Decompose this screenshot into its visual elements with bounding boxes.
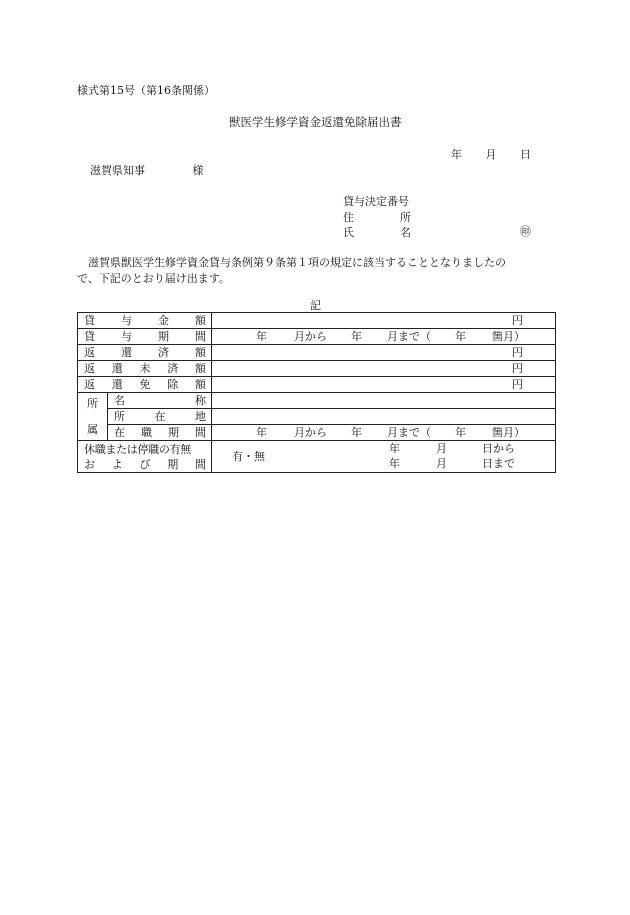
label-char: 額 <box>195 378 206 391</box>
exempt-amount-value[interactable] <box>212 377 556 393</box>
label-char: 免 <box>139 378 151 391</box>
label-char: 称 <box>195 394 206 407</box>
period-months: 箇月） <box>492 426 525 439</box>
addressee-honorific: 様 <box>192 164 204 177</box>
leave-label <box>78 441 212 473</box>
yen-unit: 円 <box>512 314 523 327</box>
period-year: 年 <box>256 426 267 439</box>
leave-label-line1: 休職または停職の有無 <box>84 442 191 456</box>
address-char: 所 <box>400 211 411 224</box>
label-char: 期 <box>167 457 179 471</box>
leave-from-year: 年 <box>389 442 400 455</box>
period-year: 年 <box>455 330 466 343</box>
body-text-line2: で、下記のとおり届け出ます。 <box>77 272 230 285</box>
leave-to-day: 日まで <box>482 457 515 470</box>
addressee-name: 滋賀県知事 <box>90 164 145 177</box>
label-char: 与 <box>121 330 132 343</box>
row-repaid-amount <box>78 345 556 361</box>
label-char: 返 <box>84 362 95 375</box>
repaid-amount-label <box>78 345 212 361</box>
loan-period-label <box>78 329 212 345</box>
label-char: 職 <box>141 426 152 439</box>
row-affiliation-name <box>78 393 556 409</box>
affiliation-label-bottom: 属 <box>87 422 98 436</box>
affiliation-period-label <box>108 425 212 441</box>
label-char: 期 <box>168 426 179 439</box>
row-leave <box>78 441 556 473</box>
leave-label-line2 <box>84 457 206 472</box>
label-char: 還 <box>111 378 123 391</box>
label-char: 名 <box>114 394 125 407</box>
addressee <box>90 162 204 178</box>
leave-from-month: 月 <box>436 442 447 455</box>
name-char: 氏 <box>343 226 354 239</box>
label-char: よ <box>111 457 123 471</box>
label-char: 与 <box>121 314 132 327</box>
name-char: 名 <box>400 226 411 239</box>
period-year: 年 <box>256 330 267 343</box>
seal-mark: ㊞ <box>520 225 531 238</box>
affiliation-period-value[interactable] <box>212 425 556 441</box>
applicant-name-label <box>343 224 411 240</box>
row-loan-amount <box>78 313 556 329</box>
leave-to-year: 年 <box>389 457 400 470</box>
label-char: 在 <box>154 410 166 423</box>
repaid-amount-value[interactable] <box>212 345 556 361</box>
period-month-from: 月から <box>294 426 327 439</box>
label-char: 間 <box>195 457 206 471</box>
period-year: 年 <box>351 330 362 343</box>
label-char: 貸 <box>84 314 95 327</box>
affiliation-label-top: 所 <box>87 396 98 410</box>
leave-to-month: 月 <box>436 457 447 470</box>
row-affiliation-location <box>78 409 556 425</box>
affiliation-name-label <box>108 393 212 409</box>
applicant-address-label <box>343 209 411 225</box>
period-month-from: 月から <box>294 330 327 343</box>
label-char: 間 <box>195 330 206 343</box>
date-month: 月 <box>485 148 497 161</box>
label-char: 返 <box>84 378 95 391</box>
affiliation-label <box>78 393 108 441</box>
form-table <box>77 312 556 473</box>
row-loan-period <box>78 329 556 345</box>
yes-no-choice[interactable]: 有・無 <box>232 450 265 463</box>
row-exempt-amount <box>78 377 556 393</box>
period-month-until: 月まで（ <box>387 330 431 343</box>
yen-unit: 円 <box>512 362 523 375</box>
row-affiliation-period <box>78 425 556 441</box>
date-day: 日 <box>520 148 531 161</box>
note-heading: 記 <box>310 299 321 312</box>
label-char: 金 <box>158 314 169 327</box>
label-char: 地 <box>195 410 206 423</box>
affiliation-location-value[interactable] <box>212 409 556 425</box>
label-char: 所 <box>114 410 125 423</box>
document-title: 獣医学生修学資金返還免除届出書 <box>229 115 402 129</box>
leave-from-day: 日から <box>482 442 515 455</box>
period-year: 年 <box>455 426 466 439</box>
date-line <box>451 146 531 162</box>
period-month-until: 月まで（ <box>387 426 431 439</box>
loan-period-value[interactable] <box>212 329 556 345</box>
label-char: 未 <box>139 362 151 375</box>
label-char: 在 <box>114 426 125 439</box>
date-year: 年 <box>451 148 462 161</box>
form-number: 様式第15号（第16条関係） <box>77 84 215 97</box>
body-text-line1: 滋賀県獣医学生修学資金貸与条例第９条第１項の規定に該当することとなりましたの <box>88 256 506 269</box>
loan-amount-value[interactable] <box>212 313 556 329</box>
period-year: 年 <box>351 426 362 439</box>
row-unpaid-amount <box>78 361 556 377</box>
leave-value[interactable] <box>212 441 556 473</box>
label-char: 額 <box>195 314 206 327</box>
address-char: 住 <box>343 211 354 224</box>
applicant-loan-number-label: 貸与決定番号 <box>343 195 409 208</box>
label-char: 額 <box>195 362 206 375</box>
label-char: 済 <box>158 346 169 359</box>
period-months: 箇月） <box>492 330 525 343</box>
label-char: 還 <box>111 362 123 375</box>
label-char: 還 <box>121 346 132 359</box>
yen-unit: 円 <box>512 346 523 359</box>
label-char: 期 <box>158 330 169 343</box>
label-char: び <box>139 457 151 471</box>
affiliation-location-label <box>108 409 212 425</box>
unpaid-amount-value[interactable] <box>212 361 556 377</box>
label-char: 間 <box>195 426 206 439</box>
label-char: 済 <box>167 362 179 375</box>
label-char: お <box>84 457 95 471</box>
unpaid-amount-label <box>78 361 212 377</box>
exempt-amount-label <box>78 377 212 393</box>
yen-unit: 円 <box>512 378 523 391</box>
affiliation-name-value[interactable] <box>212 393 556 409</box>
label-char: 額 <box>195 346 206 359</box>
label-char: 貸 <box>84 330 95 343</box>
loan-amount-label <box>78 313 212 329</box>
label-char: 除 <box>167 378 179 391</box>
label-char: 返 <box>84 346 95 359</box>
